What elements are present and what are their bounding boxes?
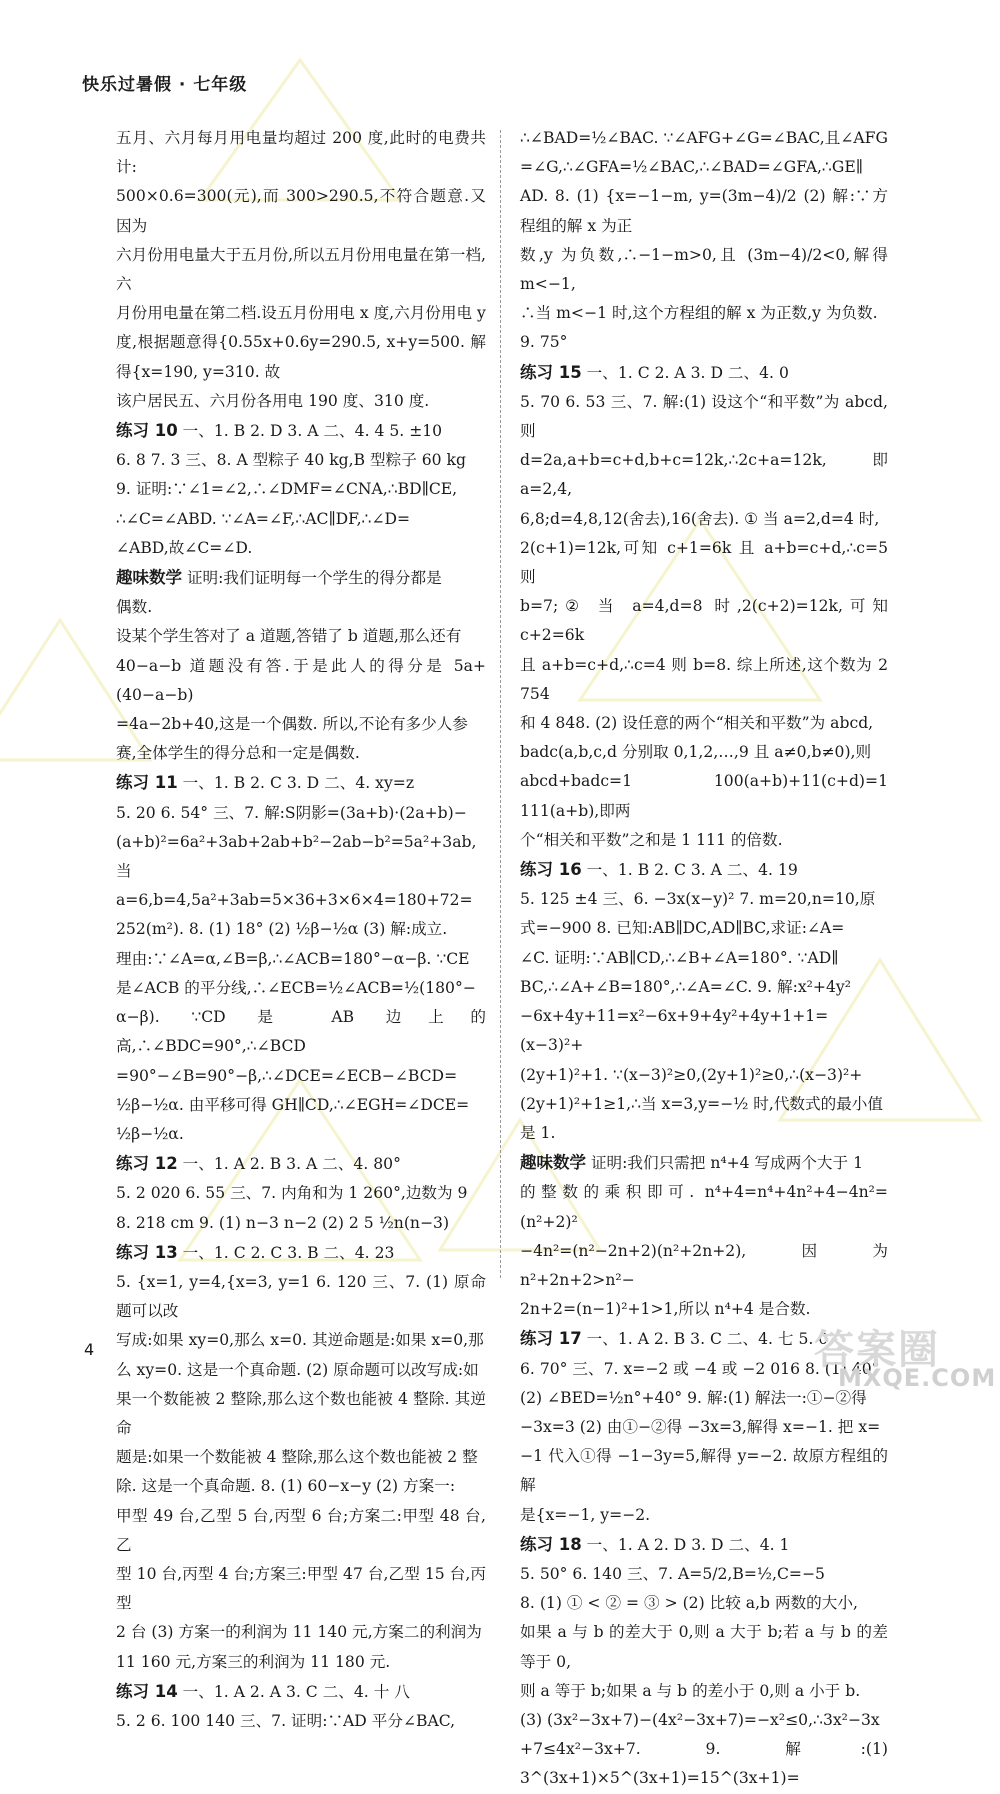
right-text-line: −3x=3 (2) 由①−②得 −3x=3,解得 x=−1. 把 x= xyxy=(520,1417,881,1436)
left-text-line: 题是:如果一个数能被 4 整除,那么这个数也能被 2 整 xyxy=(116,1448,478,1467)
left-text-line: 月份用电量在第二档.设五月份用电 x 度,六月份用电 y xyxy=(116,304,486,323)
right-text-line: 是{x=−1, y=−2. xyxy=(520,1505,651,1524)
watermark-cn: 答案圈 xyxy=(814,1327,940,1373)
right-text-line: =∠G,∴∠GFA=½∠BAC,∴∠BAD=∠GFA,∴GE∥ xyxy=(520,158,863,177)
right-text-line: 数,y 为负数,∴−1−m>0,且 (3m−4)/2<0,解得 m<−1, xyxy=(520,245,888,294)
right-text-line: 如果 a 与 b 的差大于 0,则 a 大于 b;若 a 与 b 的差等于 0, xyxy=(520,1623,888,1671)
watermark-en: MXQE.COM xyxy=(838,1364,997,1392)
right-text-line: +7≤4x²−3x+7. 9. 解:(1) 3^(3x+1)×5^(3x+1)=15^(3x+1)= xyxy=(520,1740,888,1788)
left-text-line: ½β−½α. 由平移可得 GH∥CD,∴∠EGH=∠DCE= xyxy=(116,1095,470,1114)
left-text-line: 果一个数能被 2 整除,那么这个数也能被 4 整除. 其逆命 xyxy=(116,1389,486,1437)
left-text-line: 5. 2 6. 100 140 三、7. 证明:∵AD 平分∠BAC, xyxy=(116,1711,456,1730)
left-column xyxy=(116,124,486,1736)
left-text-line: 练习 14 一、1. A 2. A 3. C 二、4. 十 八 xyxy=(116,1681,410,1701)
right-text-line: 个“相关和平数”之和是 1 111 的倍数. xyxy=(520,830,783,849)
right-text-line: (2) ∠BED=½n°+40° 9. 解:(1) 解法一:①−②得 xyxy=(520,1388,867,1407)
right-text-line: abcd+badc=1 100(a+b)+11(c+d)=1 111(a+b),即两 xyxy=(520,772,888,820)
right-text-line: 和 4 848. (2) 设任意的两个“相关和平数”为 abcd, xyxy=(520,714,874,733)
right-text-line: badc(a,b,c,d 分别取 0,1,2,…,9 且 a≠0,b≠0),则 xyxy=(520,743,872,762)
right-text-line: 5. 125 ±4 三、6. −3x(x−y)² 7. m=20,n=10,原 xyxy=(520,890,876,909)
right-text-line: 2(c+1)=12k,可知 c+1=6k 且 a+b=c+d,∴c=5 则 xyxy=(520,538,888,587)
left-text-line: (a+b)²=6a²+3ab+2ab+b²−2ab−b²=5a²+3ab, xyxy=(116,832,477,851)
page-header: 快乐过暑假 · 七年级 xyxy=(82,75,248,95)
right-text-line: (2y+1)²+1. ∵(x−3)²≥0,(2y+1)²≥0,∴(x−3)²+ xyxy=(520,1065,863,1084)
right-text-line: −4n²=(n²−2n+2)(n²+2n+2),因为 n²+2n+2>n²− xyxy=(520,1241,888,1289)
right-column xyxy=(520,124,888,1794)
right-text-line: d=2a,a+b=c+d,b+c=12k,∴2c+a=12k,即 a=2,4, xyxy=(520,451,888,499)
left-text-line: 么 xy=0. 这是一个真命题. (2) 原命题可以改写成:如 xyxy=(116,1360,479,1379)
left-text-line: 趣味数学 证明:我们证明每一个学生的得分都是 xyxy=(116,568,442,588)
right-text-line: BC,∴∠A+∠B=180°,∴∠A=∠C. 9. 解:x²+4y² xyxy=(520,977,851,996)
left-text-line: α−β). ∵CD 是 AB 边上的高,∴∠BDC=90°,∴∠BCD xyxy=(116,1008,486,1056)
left-text-line: 理由:∵∠A=α,∠B=β,∴∠ACB=180°−α−β. ∵CE xyxy=(116,949,470,968)
right-text-line: 趣味数学 证明:我们只需把 n⁴+4 写成两个大于 1 xyxy=(520,1153,864,1173)
left-text-line: 练习 11 一、1. B 2. C 3. D 二、4. xy=z xyxy=(116,773,415,793)
right-text-line: 练习 17 一、1. A 2. B 3. C 二、4. 七 5. 0 xyxy=(520,1329,829,1349)
right-text-line: 式=−900 8. 已知:AB∥DC,AD∥BC,求证:∠A= xyxy=(520,919,845,938)
left-text-line: ½β−½α. xyxy=(116,1124,184,1143)
watermark-logo xyxy=(786,1318,997,1400)
left-text-line: 是∠ACB 的平分线,∴∠ECB=½∠ACB=½(180°− xyxy=(116,978,476,997)
right-text-line: 练习 16 一、1. B 2. C 3. A 二、4. 19 xyxy=(520,860,798,880)
left-text-line: 练习 13 一、1. C 2. C 3. B 二、4. 23 xyxy=(116,1242,395,1262)
left-text-line: 2 台 (3) 方案一的利润为 11 140 元,方案二的利润为 xyxy=(116,1623,482,1642)
left-text-line: 写成:如果 xy=0,那么 x=0. 其逆命题是:如果 x=0,那 xyxy=(116,1331,484,1350)
right-text-line: −6x+4y+11=x²−6x+9+4y²+4y+1+1=(x−3)²+ xyxy=(520,1007,829,1055)
right-text-line: 则 a 等于 b;如果 a 与 b 的差小于 0,则 a 小于 b. xyxy=(520,1681,861,1700)
left-text-line: 500×0.6=300(元),而 300>290.5,不符合题意.又因为 xyxy=(116,187,486,235)
left-text-line: 赛,全体学生的得分总和一定是偶数. xyxy=(116,744,360,763)
right-text-line: 9. 75° xyxy=(520,333,568,352)
right-text-line: 5. 50° 6. 140 三、7. A=5/2,B=½,C=−5 xyxy=(520,1564,825,1583)
left-text-line: 40−a−b 道题没有答.于是此人的得分是 5a+(40−a−b) xyxy=(116,656,486,704)
right-text-line: 练习 15 一、1. C 2. A 3. D 二、4. 0 xyxy=(520,362,789,382)
right-text-line: 8. (1) ① < ② = ③ > (2) 比较 a,b 两数的大小, xyxy=(520,1594,858,1613)
left-text-line: 甲型 49 台,乙型 5 台,丙型 6 台;方案二:甲型 48 台,乙 xyxy=(116,1506,486,1554)
right-text-line: 且 a+b=c+d,∴c=4 则 b=8. 综上所述,这个数为 2 754 xyxy=(520,655,888,703)
left-text-line: 该户居民五、六月份各用电 190 度、310 度. xyxy=(116,391,430,410)
right-text-line: 6,8;d=4,8,12(舍去),16(舍去). ① 当 a=2,d=4 时, xyxy=(520,509,880,528)
left-text-line: 设某个学生答对了 a 道题,答错了 b 道题,那么还有 xyxy=(116,627,462,646)
column-divider xyxy=(500,130,501,1278)
left-text-line: ∴∠C=∠ABD. ∵∠A=∠F,∴AC∥DF,∴∠D= xyxy=(116,509,411,528)
left-text-line: 5. 2 020 6. 55 三、7. 内角和为 1 260°,边数为 9 xyxy=(116,1184,468,1203)
right-text-line: b=7;② 当 a=4,d=8 时,2(c+2)=12k,可知 c+2=6k xyxy=(520,597,888,645)
right-text-line: 2n+2=(n−1)²+1>1,所以 n⁴+4 是合数. xyxy=(520,1300,811,1319)
left-text-line: 6. 8 7. 3 三、8. A 型粽子 40 kg,B 型粽子 60 kg xyxy=(116,451,466,470)
left-text-line: 度,根据题意得{0.55x+0.6y=290.5, x+y=500. 解得{x=190, y=310. 故 xyxy=(116,333,486,381)
right-text-line: ∴∠BAD=½∠BAC. ∵∠AFG+∠G=∠BAC,且∠AFG xyxy=(520,129,888,147)
left-text-line: 六月份用电量大于五月份,所以五月份用电量在第一档,六 xyxy=(116,245,486,294)
left-text-line: 252(m²). 8. (1) 18° (2) ½β−½α (3) 解:成立. xyxy=(116,920,448,939)
left-text-line: 练习 10 一、1. B 2. D 3. A 二、4. 4 5. ±10 xyxy=(116,421,443,441)
left-text-line: =90°−∠B=90°−β,∴∠DCE=∠ECB−∠BCD= xyxy=(116,1066,458,1085)
left-text-line: 练习 12 一、1. A 2. B 3. A 二、4. 80° xyxy=(116,1154,401,1174)
right-text-line: ∠C. 证明:∵AB∥CD,∴∠B+∠A=180°. ∵AD∥ xyxy=(520,948,839,967)
left-text-line: 除. 这是一个真命题. 8. (1) 60−x−y (2) 方案一: xyxy=(116,1477,456,1496)
left-text-line: ∠ABD,故∠C=∠D. xyxy=(116,538,253,557)
left-text-line: 五月、六月每月用电量均超过 200 度,此时的电费共计: xyxy=(116,129,486,177)
right-text-line: (2y+1)²+1≥1,∴当 x=3,y=−½ 时,代数式的最小值 xyxy=(520,1094,883,1113)
left-text-line: 型 10 台,丙型 4 台;方案三:甲型 47 台,乙型 15 台,丙型 xyxy=(116,1564,486,1613)
right-text-line: 5. 70 6. 53 三、7. 解:(1) 设这个“和平数”为 abcd,则 xyxy=(520,392,888,441)
left-text-line: 5. 20 6. 54° 三、7. 解:S阴影=(3a+b)·(2a+b)− xyxy=(116,803,467,822)
right-text-line: ∴当 m<−1 时,这个方程组的解 x 为正数,y 为负数. xyxy=(520,304,878,323)
left-text-line: =4a−2b+40,这是一个偶数. 所以,不论有多少人参 xyxy=(116,715,468,734)
right-text-line: 是 1. xyxy=(520,1123,556,1142)
right-text-line: 6. 70° 三、7. x=−2 或 −4 或 −2 016 8. (1) 40° xyxy=(520,1359,880,1378)
right-text-line: 练习 18 一、1. A 2. D 3. D 二、4. 1 xyxy=(520,1534,790,1554)
left-text-line: 当 a=6,b=4,5a²+3ab=5×36+3×6×4=180+72= xyxy=(116,862,473,910)
right-text-line: AD. 8. (1) {x=−1−m, y=(3m−4)/2 (2) 解:∵方程组的解 x 为正 xyxy=(520,187,888,235)
left-text-line: 11 160 元,方案三的利润为 11 180 元. xyxy=(116,1652,391,1671)
page-number: 4 xyxy=(84,1340,95,1359)
left-text-line: 偶数. xyxy=(116,598,153,617)
right-text-line: 的整数的乘积即可. n⁴+4=n⁴+4n²+4−4n²=(n²+2)² xyxy=(520,1183,888,1231)
left-text-line: 9. 证明:∵∠1=∠2,∴∠DMF=∠CNA,∴BD∥CE, xyxy=(116,480,458,499)
right-text-line: −1 代入①得 −1−3y=5,解得 y=−2. 故原方程组的解 xyxy=(520,1447,888,1495)
right-text-line: (3) (3x²−3x+7)−(4x²−3x+7)=−x²≤0,∴3x²−3x xyxy=(520,1710,880,1729)
left-text-line: 5. {x=1, y=4,{x=3, y=1 6. 120 三、7. (1) 原命题可以改 xyxy=(116,1272,486,1321)
left-text-line: 8. 218 cm 9. (1) n−3 n−2 (2) 2 5 ½n(n−3) xyxy=(116,1213,450,1232)
